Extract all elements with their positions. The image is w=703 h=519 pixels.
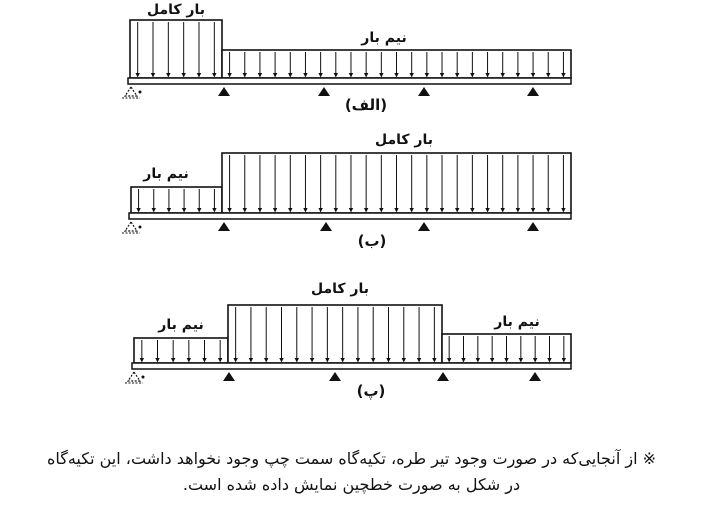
- footnote: [10, 446, 693, 498]
- diagram-a-dashed-left-support: [122, 87, 142, 98]
- diagram-c-full-load-label: بار کامل: [310, 281, 370, 297]
- diagram-c-support-1: [223, 372, 235, 381]
- diagram-a-beam: [128, 78, 571, 84]
- diagram-a-half-load-block: [222, 50, 571, 78]
- diagram-c-right-half-load-block: [442, 334, 571, 363]
- diagram-a-support-1: [218, 87, 230, 96]
- diagram-a-caption: (الف): [344, 96, 388, 114]
- diagram-b-support-1: [218, 222, 230, 231]
- diagram-a-full-load-block: [130, 20, 222, 78]
- diagram-b-caption: (ب): [357, 232, 387, 250]
- diagram-c-beam: [132, 363, 571, 369]
- diagram-b-half-load-label: نیم بار: [143, 166, 189, 182]
- footnote-line-2: در شکل به صورت خطچین نمایش داده شده است.: [182, 475, 521, 494]
- diagram-c-left-half-load-label: نیم بار: [158, 317, 204, 333]
- diagram-c-support-4: [529, 372, 541, 381]
- footnote-line-1: ※ از آنجایی‌که در صورت وجود تیر طره، تکیه‌گاه سمت چپ وجود نخواهد داشت، این تکیه‌گاه: [46, 449, 657, 468]
- diagram-a-half-load-label: نیم بار: [361, 30, 407, 46]
- diagram-c-right-half-load-label: نیم بار: [494, 314, 540, 330]
- diagram-b-full-load-label: بار کامل: [374, 132, 434, 148]
- diagram-c-support-2: [329, 372, 341, 381]
- diagram-b-half-load-block-outline: [131, 187, 222, 213]
- diagram-a-support-2: [318, 87, 330, 96]
- diagram-c-left-half-load-block: [134, 338, 228, 363]
- diagram-b-beam: [129, 213, 571, 219]
- diagram-c-left-half-load-block-outline: [134, 338, 228, 363]
- diagram-b: [122, 132, 571, 250]
- diagram-b-dashed-left-support: [122, 222, 142, 233]
- diagram-a-support-3: [418, 87, 430, 96]
- diagram-c-caption: (پ): [356, 382, 386, 400]
- diagram-c: [125, 281, 571, 400]
- diagram-b-support-4: [527, 222, 539, 231]
- diagram-c-dashed-left-support: [125, 372, 145, 383]
- diagram-a-full-load-block-outline: [130, 20, 222, 78]
- diagram-c-support-3: [437, 372, 449, 381]
- diagram-b-full-load-block: [222, 153, 571, 213]
- diagram-c-full-load-block: [228, 305, 442, 363]
- diagram-a-full-load-label: بار کامل: [146, 2, 206, 18]
- diagram-b-support-2: [320, 222, 332, 231]
- diagram-a-support-4: [527, 87, 539, 96]
- diagram-b-half-load-block: [131, 187, 222, 213]
- diagram-b-support-3: [418, 222, 430, 231]
- diagram-c-full-load-block-outline: [228, 305, 442, 363]
- diagram-a: [122, 2, 571, 114]
